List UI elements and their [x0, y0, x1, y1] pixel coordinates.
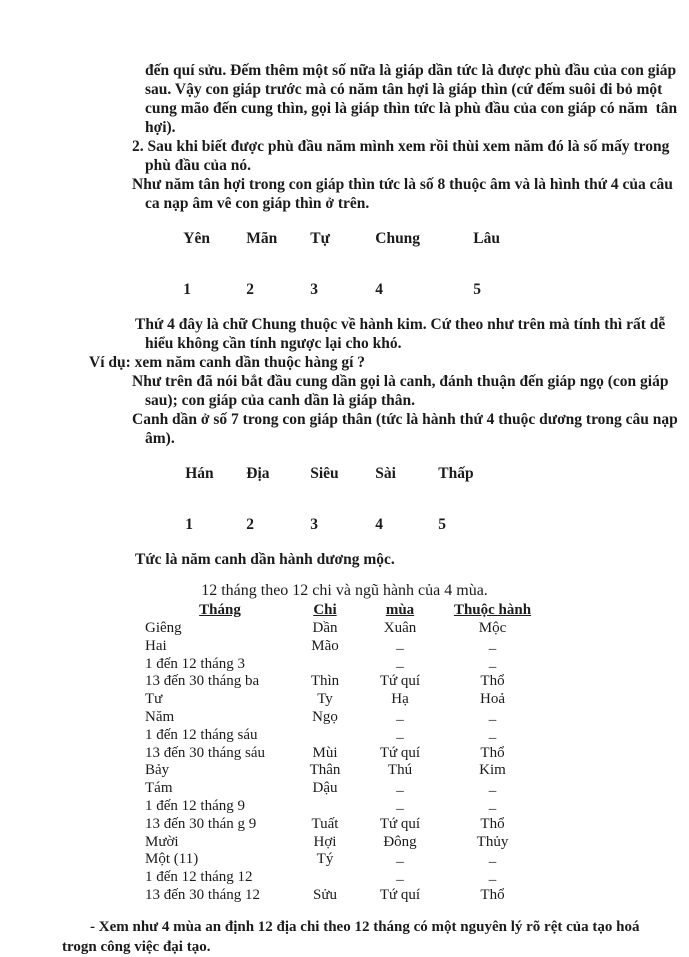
chant-words-row-1 [160, 213, 689, 264]
paragraph-phu-dau [0, 61, 689, 137]
table-cell [295, 798, 355, 816]
chant-word: Siêu [310, 465, 339, 482]
table-cell [295, 727, 355, 745]
table-row [145, 620, 689, 638]
footer-line: trogn công việc đại tạo. [62, 938, 211, 955]
table-cell: – [488, 854, 497, 871]
table-cell: Năm [145, 708, 175, 725]
table-row [145, 727, 689, 745]
table-cell: Ty [317, 691, 333, 708]
table-cell: – [488, 783, 497, 800]
table-cell: – [396, 854, 404, 871]
table-cell [295, 656, 355, 674]
table-cell: – [488, 711, 497, 728]
table-row [145, 709, 689, 727]
chant-word: Mãn [246, 230, 278, 247]
table-row [145, 798, 689, 816]
table-cell: Thổ [480, 815, 505, 832]
chant-number: 3 [310, 516, 318, 533]
body-line: Ví dụ: xem năm canh dần thuộc hàng gí ? [89, 354, 366, 371]
body-line: đến quí sửu. Đếm thêm một số nữa là giáp dần tức là được phù đầu của con giáp [145, 62, 677, 79]
table-cell [295, 869, 355, 887]
table-row [145, 834, 689, 852]
chant-word: Hán [185, 465, 214, 482]
chant-number: 4 [375, 281, 383, 298]
months-table [145, 600, 689, 905]
body-line: hợi). [145, 119, 176, 136]
chant-word: Chung [375, 230, 421, 247]
body-line: Tức là năm canh dần hành dương mộc. [135, 551, 395, 568]
table-cell: Tứ quí [379, 673, 421, 690]
body-line: phù đầu của nó. [145, 157, 251, 174]
body-line: hiểu không cần tính ngược lại cho khó. [145, 335, 402, 352]
table-cell: Mộc [478, 620, 507, 636]
table-cell: – [396, 872, 404, 889]
table-cell: – [396, 800, 404, 817]
table-cell: Tư [145, 691, 163, 708]
table-cell: Dần [312, 620, 338, 636]
table-cell: Dậu [312, 780, 338, 797]
body-line: Như trên đã nói bắt đầu cung dần gọi là canh, đánh thuận đến giáp ngọ (con giáp [132, 373, 669, 390]
table-header-mua: mùa [385, 602, 415, 618]
table-cell: – [488, 729, 497, 746]
body-line: cung mão đến cung thìn, gọi là giáp thìn tức là phù đầu của con giáp có năm tân [145, 100, 678, 117]
chant-word: Sài [375, 465, 396, 482]
table-cell: Bảy [145, 762, 170, 779]
body-line: ca nạp âm vê con giáp thìn ở trên. [145, 195, 370, 212]
table-cell: Tứ quí [379, 815, 421, 832]
table-cell: Một (11) [145, 851, 199, 868]
table-row [145, 691, 689, 709]
chant-word: Thấp [438, 465, 474, 482]
chant-number: 2 [246, 516, 254, 533]
table-cell: Tứ quí [379, 744, 421, 761]
chant-number: 1 [185, 516, 193, 533]
table-cell: 1 đến 12 tháng sáu [145, 726, 258, 743]
table-cell: – [488, 800, 497, 817]
table-cell: Thổ [480, 744, 505, 761]
table-cell: Tuất [311, 815, 339, 832]
table-cell: – [488, 640, 497, 657]
table-cell: Mười [145, 833, 179, 850]
paragraph-item-2 [0, 137, 689, 175]
chant-number: 5 [438, 516, 446, 533]
chant-number: 4 [375, 516, 383, 533]
closing-paragraph [0, 917, 689, 957]
table-header-chi: Chi [313, 602, 337, 618]
table-cell: 13 đến 30 thán g 9 [145, 815, 257, 832]
table-cell: – [396, 640, 404, 657]
chant-number: 1 [183, 281, 191, 298]
paragraph-nhu-tren [0, 372, 689, 410]
chant-number: 3 [310, 281, 318, 298]
table-cell: Đông [383, 833, 417, 850]
paragraph-thu-4 [0, 315, 689, 353]
table-cell: Thổ [480, 673, 505, 690]
paragraph-tuc-la [0, 550, 689, 569]
chant-number: 2 [246, 281, 254, 298]
table-row [145, 851, 689, 869]
body-line: sau. Vậy con giáp trước mà có năm tân hợi là giáp thìn (cứ đếm suôi đi bỏ một [145, 81, 663, 98]
table-cell: Sửu [313, 886, 337, 903]
body-line: Canh dần ở số 7 trong con giáp thân (tức là hành thứ 4 thuộc dương trong câu nạp [132, 411, 678, 428]
table-row [145, 780, 689, 798]
table-cell: Tứ quí [379, 886, 421, 903]
paragraph-canh-dan [0, 410, 689, 448]
table-header-row [145, 600, 689, 620]
table-cell: Hạ [391, 691, 409, 708]
table-cell: Xuân [383, 620, 417, 636]
table-cell: Giêng [145, 620, 182, 636]
chant-word: Địa [246, 465, 270, 482]
months-table-body [145, 620, 689, 905]
table-cell: Hoả [480, 691, 505, 708]
table-cell: Mão [311, 637, 339, 654]
chant-numbers-row-1 [160, 264, 689, 315]
chant-word: Tự [310, 230, 330, 247]
table-row [145, 762, 689, 780]
table-cell: Ngọ [312, 708, 338, 725]
chant-numbers-row-2 [162, 499, 689, 550]
table-cell: 1 đến 12 tháng 12 [145, 869, 253, 886]
chant-word: Lâu [473, 230, 500, 247]
table-cell: Thìn [310, 673, 340, 690]
table-row [145, 869, 689, 887]
table-cell: Tý [316, 851, 334, 868]
body-line: sau); con giáp của canh dần là giáp thân. [145, 392, 416, 409]
table-cell: – [488, 658, 497, 675]
table-cell: Tám [145, 780, 173, 797]
footer-line: - Xem như 4 mùa an định 12 địa chi theo 12 tháng có một nguyên lý rõ rệt của tạo hoá [90, 918, 640, 935]
table-cell: 13 đến 30 tháng 12 [145, 886, 260, 903]
paragraph-nhu-nam [0, 175, 689, 213]
table-cell: Hai [145, 637, 167, 654]
body-line: Thứ 4 đây là chữ Chung thuộc về hành kim. Cứ theo như trên mà tính thì rất dễ [135, 316, 666, 333]
body-line: âm). [145, 430, 175, 447]
body-line: Như năm tân hợi trong con giáp thìn tức là số 8 thuộc âm và là hình thứ 4 của câu [132, 176, 673, 193]
table-cell: – [396, 729, 404, 746]
table-cell: 1 đến 12 tháng 9 [145, 797, 245, 814]
table-cell: Hợi [313, 833, 337, 850]
table-cell: Kim [479, 762, 506, 779]
chant-words-row-2 [162, 448, 689, 499]
table-cell: – [396, 711, 404, 728]
paragraph-vi-du [0, 353, 689, 372]
table-cell: – [396, 783, 404, 800]
table-title: 12 tháng theo 12 chi và ngũ hành của 4 mùa. [201, 582, 488, 599]
table-cell: – [488, 872, 497, 889]
table-cell: – [396, 658, 404, 675]
chant-word: Yên [183, 230, 210, 247]
table-header-thuoc-hanh: Thuộc hành [453, 602, 532, 618]
table-cell: 13 đến 30 tháng ba [145, 673, 260, 690]
table-cell: Thân [309, 762, 341, 779]
body-line: 2. Sau khi biết được phù đầu năm mình xem rồi thùi xem năm đó là số mấy trong [132, 138, 670, 155]
table-row [145, 638, 689, 656]
chant-number: 5 [473, 281, 481, 298]
table-header-thang: Tháng [199, 602, 241, 618]
table-cell: Mùi [312, 744, 338, 761]
table-cell: Thú [387, 762, 413, 779]
table-cell: Thủy [476, 833, 509, 850]
table-cell: 1 đến 12 tháng 3 [145, 655, 245, 672]
table-row [145, 656, 689, 674]
table-cell: Thổ [480, 886, 505, 903]
table-cell: 13 đến 30 tháng sáu [145, 744, 265, 761]
